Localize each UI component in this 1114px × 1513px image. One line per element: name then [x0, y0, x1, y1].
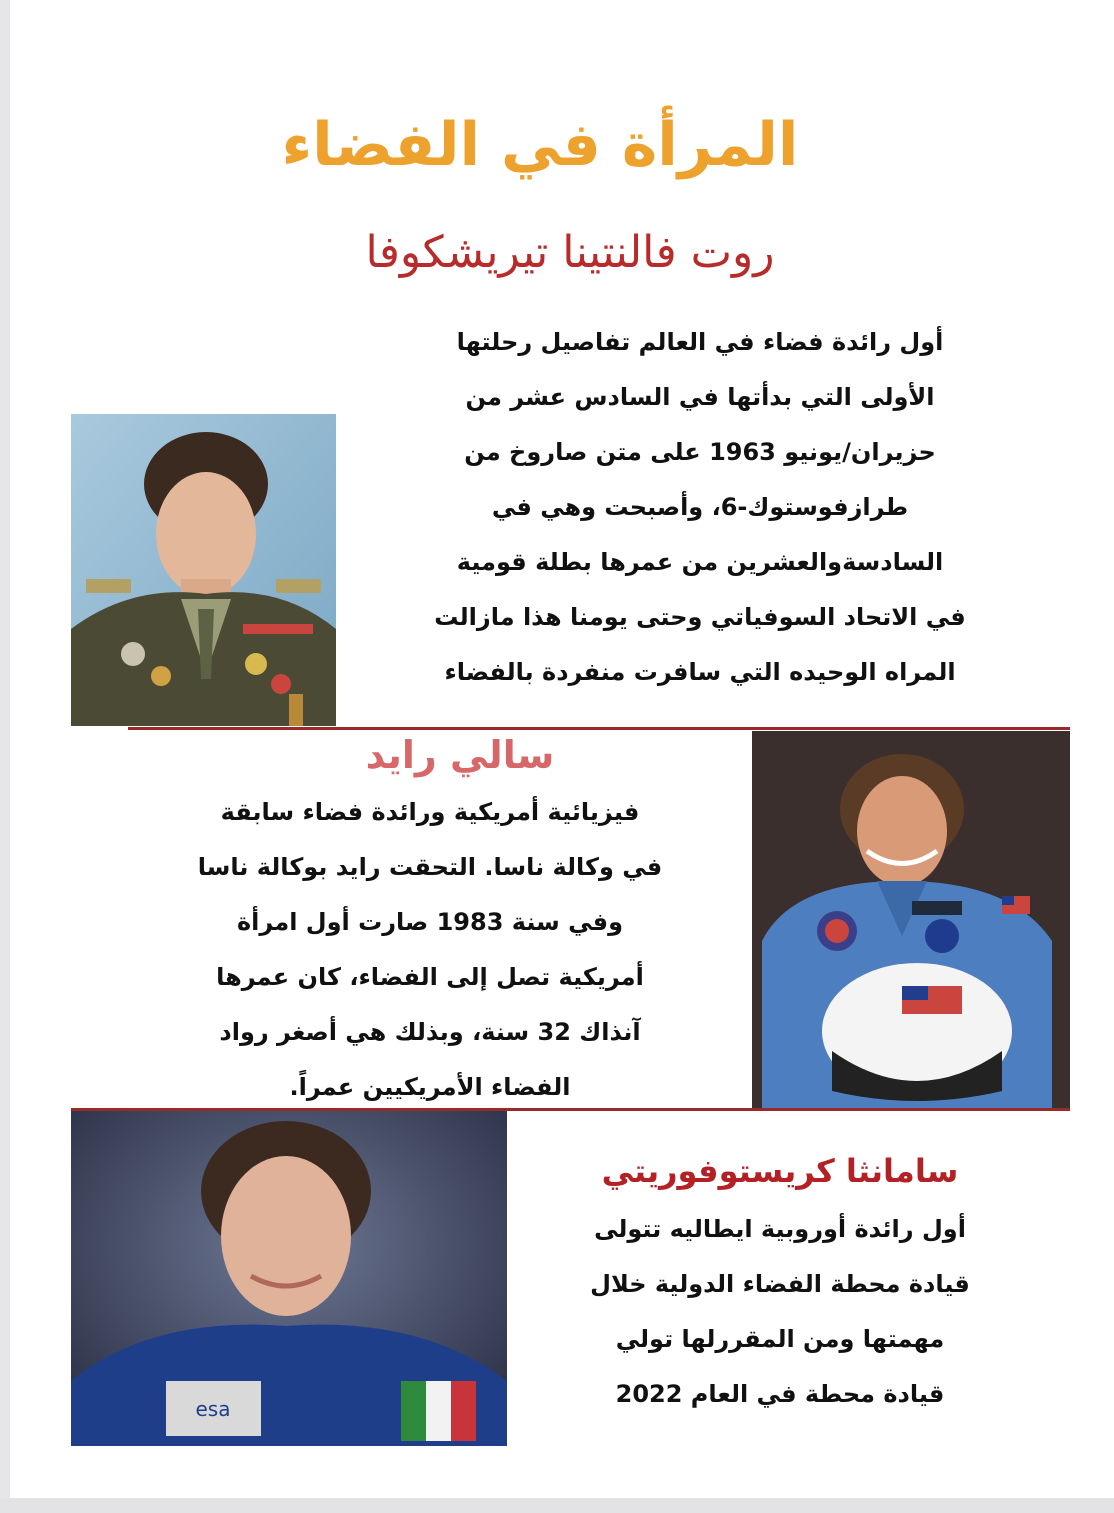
- section3-paragraph: [500, 1202, 1060, 1422]
- section2-line: في وكالة ناسا. التحقت رايد بوكالة ناسا: [197, 853, 663, 881]
- section1-line: المراه الوحيده التي سافرت منفردة بالفضاء: [444, 658, 956, 686]
- section2-line: وفي سنة 1983 صارت أول امرأة: [237, 908, 623, 936]
- section1-line: حزيران/يونيو 1963 على متن صاروخ من: [464, 438, 936, 466]
- page-bottom-edge: [0, 1498, 1114, 1513]
- section3-line: أول رائدة أوروبية ايطاليه تتولى: [594, 1215, 966, 1243]
- section1-line: الأولى التي بدأتها في السادس عشر من: [465, 383, 935, 411]
- section1-paragraph: [340, 315, 1060, 700]
- section3-name: سامانثا كريستوفوريتي: [601, 1152, 959, 1190]
- section1-line: أول رائدة فضاء في العالم تفاصيل رحلتها: [456, 328, 944, 356]
- cristoforetti-photo: [71, 1111, 507, 1446]
- section3-line: قيادة محطة الفضاء الدولية خلال: [590, 1270, 970, 1298]
- section2-paragraph: [90, 785, 770, 1115]
- esa-patch-label: esa: [195, 1397, 231, 1421]
- section2-line: الفضاء الأمريكيين عمراً.: [289, 1073, 571, 1101]
- page-title: المرأة في الفضاء: [281, 110, 799, 180]
- section3-line: مهمتها ومن المقررلها تولي: [615, 1325, 945, 1353]
- section2-line: فيزيائية أمريكية ورائدة فضاء سابقة: [220, 798, 640, 826]
- section2-name: سالي رايد: [365, 733, 555, 777]
- section2-line: أمريكية تصل إلى الفضاء، كان عمرها: [216, 963, 644, 991]
- page-left-edge: [0, 0, 10, 1513]
- section2-line: آنذاك 32 سنة، وبذلك هي أصغر رواد: [219, 1018, 641, 1046]
- section1-line: في الاتحاد السوفياتي وحتى يومنا هذا مازالت: [434, 603, 966, 631]
- sally-ride-photo: [752, 731, 1070, 1109]
- section1-line: طرازفوستوك-6، وأصبحت وهي في: [491, 493, 909, 521]
- section3-line: قيادة محطة في العام 2022: [615, 1380, 945, 1408]
- tereshkova-photo: [71, 414, 336, 726]
- section1-line: السادسةوالعشرين من عمرها بطلة قومية: [456, 548, 944, 576]
- section1-name: روت فالنتينا تيريشكوفا: [365, 227, 775, 278]
